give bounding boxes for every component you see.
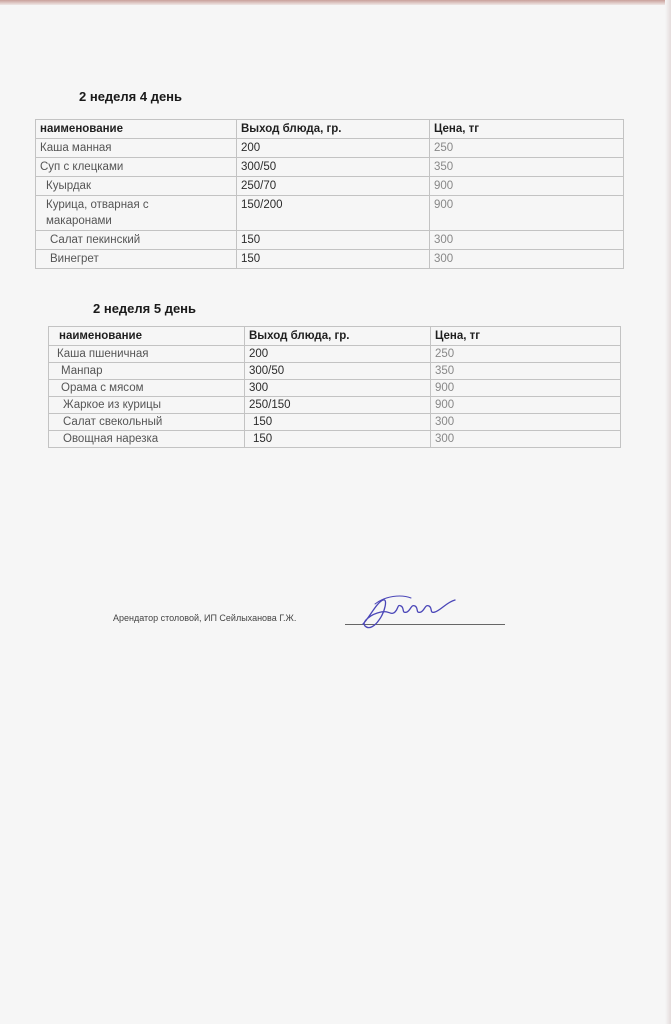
- dish-name: Куырдак: [36, 177, 237, 196]
- table-header-row: [49, 327, 621, 346]
- table-row: [36, 196, 624, 231]
- table-row: [36, 158, 624, 177]
- dish-name: Винегрет: [36, 250, 237, 269]
- dish-name: [36, 196, 237, 231]
- table-row: [36, 250, 624, 269]
- dish-price: 250: [431, 346, 621, 363]
- dish-price: 250: [430, 139, 624, 158]
- dish-yield: 300: [245, 380, 431, 397]
- dish-yield: 150: [245, 431, 431, 448]
- dish-yield: 150: [237, 250, 430, 269]
- dish-yield: 300/50: [237, 158, 430, 177]
- menu-table-week2-day5: [48, 326, 621, 448]
- dish-yield: 250/70: [237, 177, 430, 196]
- dish-name: Орама с мясом: [49, 380, 245, 397]
- page-right-edge: [665, 0, 671, 1024]
- dish-name: Салат свекольный: [49, 414, 245, 431]
- dish-price: 350: [431, 363, 621, 380]
- dish-name-text: Курица, отварная с макаронами: [46, 199, 149, 227]
- menu-table-week2-day4: [35, 119, 624, 269]
- header-name: наименование: [36, 120, 237, 139]
- section-title-week2-day5: 2 неделя 5 день: [93, 301, 197, 316]
- dish-name: Каша пшеничная: [49, 346, 245, 363]
- dish-price: 900: [430, 196, 624, 231]
- dish-price: 350: [430, 158, 624, 177]
- table-row: [36, 231, 624, 250]
- table-row: [36, 139, 624, 158]
- dish-yield: 150: [245, 414, 431, 431]
- dish-yield: 250/150: [245, 397, 431, 414]
- dish-price: 900: [431, 397, 621, 414]
- dish-name: Манпар: [49, 363, 245, 380]
- dish-yield: 200: [237, 139, 430, 158]
- table-row: [49, 380, 621, 397]
- handwritten-signature-icon: [355, 590, 465, 635]
- dish-yield: 200: [245, 346, 431, 363]
- signer-caption: Арендатор столовой, ИП Сейлыханова Г.Ж.: [113, 613, 297, 623]
- header-name: наименование: [49, 327, 245, 346]
- dish-price: 300: [431, 414, 621, 431]
- dish-yield: 300/50: [245, 363, 431, 380]
- header-yield: Выход блюда, гр.: [237, 120, 430, 139]
- dish-price: 900: [430, 177, 624, 196]
- table-row: [49, 363, 621, 380]
- dish-yield: 150: [237, 231, 430, 250]
- dish-name: Салат пекинский: [36, 231, 237, 250]
- dish-name: Каша манная: [36, 139, 237, 158]
- table-header-row: [36, 120, 624, 139]
- dish-price: 300: [431, 431, 621, 448]
- page-top-edge: [0, 0, 671, 5]
- section-title-week2-day4: 2 неделя 4 день: [79, 89, 183, 104]
- dish-name: Овощная нарезка: [49, 431, 245, 448]
- dish-yield: 150/200: [237, 196, 430, 231]
- dish-price: 900: [431, 380, 621, 397]
- dish-name: Жаркое из курицы: [49, 397, 245, 414]
- header-yield: Выход блюда, гр.: [245, 327, 431, 346]
- header-price: Цена, тг: [431, 327, 621, 346]
- table-row: [49, 431, 621, 448]
- dish-price: 300: [430, 250, 624, 269]
- dish-name: Суп с клецками: [36, 158, 237, 177]
- table-row: [49, 414, 621, 431]
- table-row: [36, 177, 624, 196]
- dish-price: 300: [430, 231, 624, 250]
- table-row: [49, 346, 621, 363]
- header-price: Цена, тг: [430, 120, 624, 139]
- table-row: [49, 397, 621, 414]
